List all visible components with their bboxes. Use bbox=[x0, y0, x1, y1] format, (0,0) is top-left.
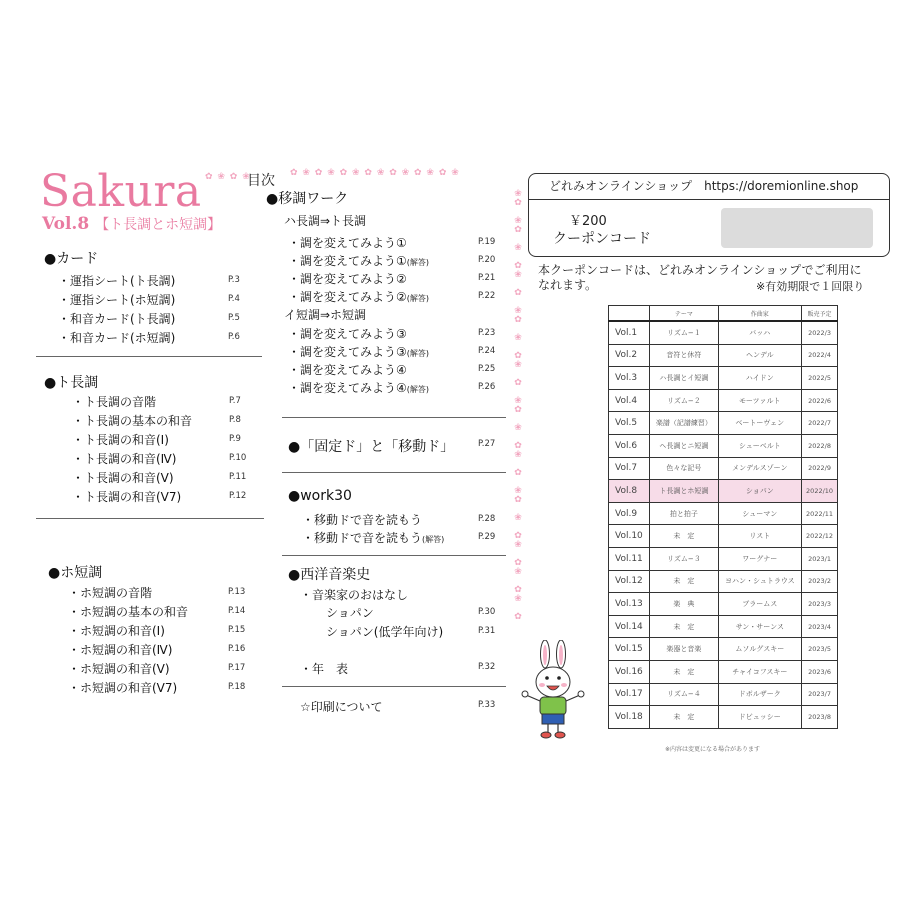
date-cell: 2022/7 bbox=[802, 412, 838, 435]
brand-title: Sakura bbox=[40, 166, 202, 217]
table-row bbox=[609, 525, 838, 548]
coupon-code-field bbox=[721, 208, 873, 248]
toc-item-page: P.13 bbox=[228, 587, 246, 597]
toc-item-label: ・ト長調の和音(Ⅴ7) bbox=[72, 490, 182, 504]
petal-decoration-vertical: ❀ ✿ ❀ ✿ ❀ ✿ ❀ ✿ ❀ ✿ ❀ ✿ ❀ ✿ ❀ ✿ ❀ ✿ ❀ ✿ ❀ ✿ ❀ ✿ ❀ ✿ ❀ ✿ ❀ ✿ bbox=[514, 189, 522, 622]
table-row bbox=[609, 683, 838, 706]
petal-decoration-left: ✿ ❀ ✿ ❀ bbox=[205, 172, 251, 182]
toc-item-page: P.8 bbox=[229, 415, 241, 425]
volume-label bbox=[42, 214, 221, 234]
date-cell: 2023/6 bbox=[802, 660, 838, 683]
toc-item-label: ・移動ドで音を読もう(解答) bbox=[302, 531, 445, 545]
composer-cell: チャイコフスキー bbox=[718, 660, 802, 683]
theme-cell: 音符と休符 bbox=[650, 344, 718, 367]
toc-item-page: P.31 bbox=[478, 626, 496, 636]
toc-item-page: P.27 bbox=[478, 439, 496, 449]
table-row bbox=[609, 615, 838, 638]
toc-item-label: ・和音カード(ホ短調) bbox=[58, 331, 176, 345]
table-header-cell bbox=[609, 306, 650, 322]
toc-item-label: ・ト長調の和音(Ⅳ) bbox=[72, 452, 177, 466]
composer-cell: メンデルスゾーン bbox=[718, 457, 802, 480]
theme-cell: 未 定 bbox=[650, 615, 718, 638]
divider bbox=[282, 417, 506, 418]
date-cell: 2023/3 bbox=[802, 593, 838, 616]
table-row bbox=[609, 638, 838, 661]
theme-cell: 拍と拍子 bbox=[650, 502, 718, 525]
vol-cell: Vol.4 bbox=[609, 389, 650, 412]
theme-cell: 楽 典 bbox=[650, 593, 718, 616]
toc-label: 目次 bbox=[247, 173, 275, 189]
composer-cell: ムソルグスキー bbox=[718, 638, 802, 661]
toc-item-label: ショパン bbox=[326, 606, 374, 620]
toc-item-page: P.19 bbox=[478, 237, 496, 247]
table-footnote: ※内容は変更になる場合があります bbox=[665, 746, 761, 753]
vol-cell: Vol.13 bbox=[609, 593, 650, 616]
toc-item-label: ・ホ短調の和音(Ⅴ7) bbox=[68, 681, 178, 695]
toc-item-page: P.30 bbox=[478, 607, 496, 617]
toc-item-page: P.9 bbox=[229, 434, 241, 444]
toc-item-page: P.15 bbox=[228, 625, 246, 635]
composer-cell: ハイドン bbox=[718, 367, 802, 390]
theme-cell: リズム−３ bbox=[650, 547, 718, 570]
table-header-cell: 販売予定 bbox=[802, 306, 838, 322]
toc-item-label: ・ホ短調の和音(Ⅰ) bbox=[68, 624, 165, 638]
composer-cell: リスト bbox=[718, 525, 802, 548]
toc-item-label: ・調を変えてみよう① bbox=[288, 236, 407, 250]
theme-cell: 未 定 bbox=[650, 660, 718, 683]
date-cell: 2022/3 bbox=[802, 321, 838, 344]
date-cell: 2022/8 bbox=[802, 434, 838, 457]
composer-cell: シューベルト bbox=[718, 434, 802, 457]
toc-item-label: ・ホ短調の和音(Ⅴ) bbox=[68, 662, 170, 676]
vol-cell: Vol.2 bbox=[609, 344, 650, 367]
date-cell: 2023/7 bbox=[802, 683, 838, 706]
toc-item-page: P.7 bbox=[229, 396, 241, 406]
divider bbox=[282, 686, 506, 687]
composer-cell: サン・サーンス bbox=[718, 615, 802, 638]
vol-cell: Vol.14 bbox=[609, 615, 650, 638]
toc-item-page: P.11 bbox=[229, 472, 247, 482]
card-section-heading: ●カード bbox=[44, 251, 99, 267]
date-cell: 2022/5 bbox=[802, 367, 838, 390]
coupon-code-label: クーポンコード bbox=[553, 231, 651, 247]
date-cell: 2022/6 bbox=[802, 389, 838, 412]
theme-cell: 楽譜（記譜練習） bbox=[650, 412, 718, 435]
toc-item-page: P.23 bbox=[478, 328, 496, 338]
theme-cell: 色々な記号 bbox=[650, 457, 718, 480]
composer-cell: ショパン bbox=[718, 480, 802, 503]
vol-cell: Vol.7 bbox=[609, 457, 650, 480]
table-row bbox=[609, 412, 838, 435]
toc-item-page: P.17 bbox=[228, 663, 246, 673]
volume-number: Vol.8 bbox=[42, 214, 90, 234]
divider bbox=[282, 555, 506, 556]
composer-cell: ドビュッシー bbox=[718, 706, 802, 729]
table-header-cell: 作曲家 bbox=[718, 306, 802, 322]
fixed-do-heading: ●「固定ド」と「移動ド」 bbox=[288, 439, 455, 455]
composer-cell: ヘンデル bbox=[718, 344, 802, 367]
vol-cell: Vol.17 bbox=[609, 683, 650, 706]
date-cell: 2023/1 bbox=[802, 547, 838, 570]
theme-cell: リズム−４ bbox=[650, 683, 718, 706]
theme-cell: 未 定 bbox=[650, 570, 718, 593]
theme-cell: 未 定 bbox=[650, 706, 718, 729]
toc-item-page: P.22 bbox=[478, 291, 496, 301]
work30-heading: ●work30 bbox=[288, 488, 352, 504]
composer-cell: ドボルザーク bbox=[718, 683, 802, 706]
table-row bbox=[609, 344, 838, 367]
date-cell: 2023/4 bbox=[802, 615, 838, 638]
toc-item-page: P.25 bbox=[478, 364, 496, 374]
toc-item-label: ・移動ドで音を読もう bbox=[302, 513, 423, 527]
volume-subtitle: 【ト長調とホ短調】 bbox=[95, 217, 222, 233]
composer-cell: シューマン bbox=[718, 502, 802, 525]
toc-item-page: P.29 bbox=[478, 532, 496, 542]
toc-item-label: ・調を変えてみよう③(解答) bbox=[288, 345, 430, 359]
toc-item-page: P.26 bbox=[478, 382, 496, 392]
petal-decoration-top: ✿ ❀ ✿ ❀ ✿ ❀ ✿ ❀ ✿ ❀ ✿ ❀ ✿ ❀ bbox=[290, 168, 460, 178]
date-cell: 2022/12 bbox=[802, 525, 838, 548]
coupon-box bbox=[528, 173, 890, 257]
table-row bbox=[609, 389, 838, 412]
toc-item-label: ショパン(低学年向け) bbox=[326, 625, 444, 639]
composer-cell: バッハ bbox=[718, 321, 802, 344]
print-note-label: ☆印刷について bbox=[300, 700, 383, 714]
composer-cell: モーツァルト bbox=[718, 389, 802, 412]
table-header-row bbox=[609, 306, 838, 322]
composer-cell: ワーグナー bbox=[718, 547, 802, 570]
transpose-subheading-2: イ短調⇒ホ短調 bbox=[284, 308, 367, 322]
date-cell: 2022/10 bbox=[802, 480, 838, 503]
toc-item-page: P.14 bbox=[228, 606, 246, 616]
vol-cell: Vol.6 bbox=[609, 434, 650, 457]
history-subheading: ・音楽家のおはなし bbox=[300, 588, 409, 602]
toc-item-page: P.28 bbox=[478, 514, 496, 524]
toc-item-label: ・調を変えてみよう④ bbox=[288, 363, 407, 377]
theme-cell: ハ長調とイ短調 bbox=[650, 367, 718, 390]
history-heading: ●西洋音楽史 bbox=[288, 567, 371, 583]
toc-item-label: ・運指シート(ト長調) bbox=[58, 274, 176, 288]
composer-cell: ブラームス bbox=[718, 593, 802, 616]
toc-item-label: ・ト長調の和音(Ⅴ) bbox=[72, 471, 174, 485]
table-row bbox=[609, 593, 838, 616]
rabbit-mascot-illustration bbox=[520, 640, 590, 740]
date-cell: 2022/9 bbox=[802, 457, 838, 480]
divider bbox=[282, 472, 506, 473]
table-row bbox=[609, 321, 838, 344]
toc-item-label: ・ホ短調の基本の和音 bbox=[68, 605, 189, 619]
toc-item-label: ・調を変えてみよう②(解答) bbox=[288, 290, 430, 304]
toc-item-page: P.3 bbox=[228, 275, 240, 285]
table-row bbox=[609, 706, 838, 729]
date-cell: 2022/4 bbox=[802, 344, 838, 367]
coupon-expiry-note: ※有効期限で１回限り bbox=[756, 280, 865, 293]
toc-item-page: P.32 bbox=[478, 662, 496, 672]
vol-cell: Vol.10 bbox=[609, 525, 650, 548]
vol-cell: Vol.9 bbox=[609, 502, 650, 525]
vol-cell: Vol.3 bbox=[609, 367, 650, 390]
date-cell: 2023/5 bbox=[802, 638, 838, 661]
toc-item-label: ・調を変えてみよう④(解答) bbox=[288, 381, 430, 395]
vol-cell: Vol.16 bbox=[609, 660, 650, 683]
toc-item-label: ・ト長調の和音(Ⅰ) bbox=[72, 433, 169, 447]
vol-cell: Vol.1 bbox=[609, 321, 650, 344]
date-cell: 2023/8 bbox=[802, 706, 838, 729]
toc-item-label: ・ホ短調の音階 bbox=[68, 586, 153, 600]
vol-cell: Vol.8 bbox=[609, 480, 650, 503]
toc-item-label: ・和音カード(ト長調) bbox=[58, 312, 176, 326]
toc-item-label: ・調を変えてみよう② bbox=[288, 272, 407, 286]
divider bbox=[36, 518, 264, 519]
transpose-heading: ●移調ワーク bbox=[266, 191, 349, 207]
g-major-heading: ●ト長調 bbox=[44, 375, 99, 391]
theme-cell: 未 定 bbox=[650, 525, 718, 548]
table-row bbox=[609, 547, 838, 570]
toc-item-label: ・ホ短調の和音(Ⅳ) bbox=[68, 643, 173, 657]
theme-cell: ヘ長調とニ短調 bbox=[650, 434, 718, 457]
transpose-subheading-1: ハ長調⇒ト長調 bbox=[284, 214, 367, 228]
toc-item-label: ・運指シート(ホ短調) bbox=[58, 293, 176, 307]
toc-item-page: P.20 bbox=[478, 255, 496, 265]
toc-item-page: P.16 bbox=[228, 644, 246, 654]
toc-item-page: P.21 bbox=[478, 273, 496, 283]
toc-item-label: ・ト長調の基本の和音 bbox=[72, 414, 193, 428]
theme-cell: リズム−２ bbox=[650, 389, 718, 412]
table-header-cell: テーマ bbox=[650, 306, 718, 322]
coupon-note-line: 本クーポンコードは、どれみオンラインショップでご利用に bbox=[538, 263, 862, 277]
divider bbox=[36, 356, 262, 357]
vol-cell: Vol.12 bbox=[609, 570, 650, 593]
table-row bbox=[609, 457, 838, 480]
toc-item-page: P.10 bbox=[229, 453, 247, 463]
table-row bbox=[609, 367, 838, 390]
table-row bbox=[609, 502, 838, 525]
date-cell: 2023/2 bbox=[802, 570, 838, 593]
composer-cell: ヨハン・シュトラウス bbox=[718, 570, 802, 593]
coupon-note-line: なれます。 bbox=[538, 278, 598, 292]
vol-cell: Vol.18 bbox=[609, 706, 650, 729]
toc-item-label: ・調を変えてみよう③ bbox=[288, 327, 407, 341]
toc-item-page: P.4 bbox=[228, 294, 240, 304]
composer-cell: ベートーヴェン bbox=[718, 412, 802, 435]
toc-item-label: ・年 表 bbox=[300, 662, 349, 676]
vol-cell: Vol.5 bbox=[609, 412, 650, 435]
table-row bbox=[609, 570, 838, 593]
series-table bbox=[608, 305, 838, 729]
coupon-price: ￥200 bbox=[569, 214, 607, 229]
table-row bbox=[609, 434, 838, 457]
toc-item-page: P.6 bbox=[228, 332, 240, 342]
toc-item-label: ・調を変えてみよう①(解答) bbox=[288, 254, 430, 268]
shop-header: どれみオンラインショップ https://doremionline.shop bbox=[529, 174, 889, 200]
table-row bbox=[609, 660, 838, 683]
vol-cell: Vol.15 bbox=[609, 638, 650, 661]
table-row-current bbox=[609, 480, 838, 503]
toc-item-page: P.5 bbox=[228, 313, 240, 323]
toc-item-page: P.18 bbox=[228, 682, 246, 692]
toc-item-page: P.33 bbox=[478, 700, 496, 710]
theme-cell: 楽器と音楽 bbox=[650, 638, 718, 661]
theme-cell: リズム−１ bbox=[650, 321, 718, 344]
date-cell: 2022/11 bbox=[802, 502, 838, 525]
toc-item-page: P.24 bbox=[478, 346, 496, 356]
vol-cell: Vol.11 bbox=[609, 547, 650, 570]
theme-cell: ト長調とホ短調 bbox=[650, 480, 718, 503]
toc-item-label: ・ト長調の音階 bbox=[72, 395, 157, 409]
toc-item-page: P.12 bbox=[229, 491, 247, 501]
e-minor-heading: ●ホ短調 bbox=[48, 565, 103, 581]
